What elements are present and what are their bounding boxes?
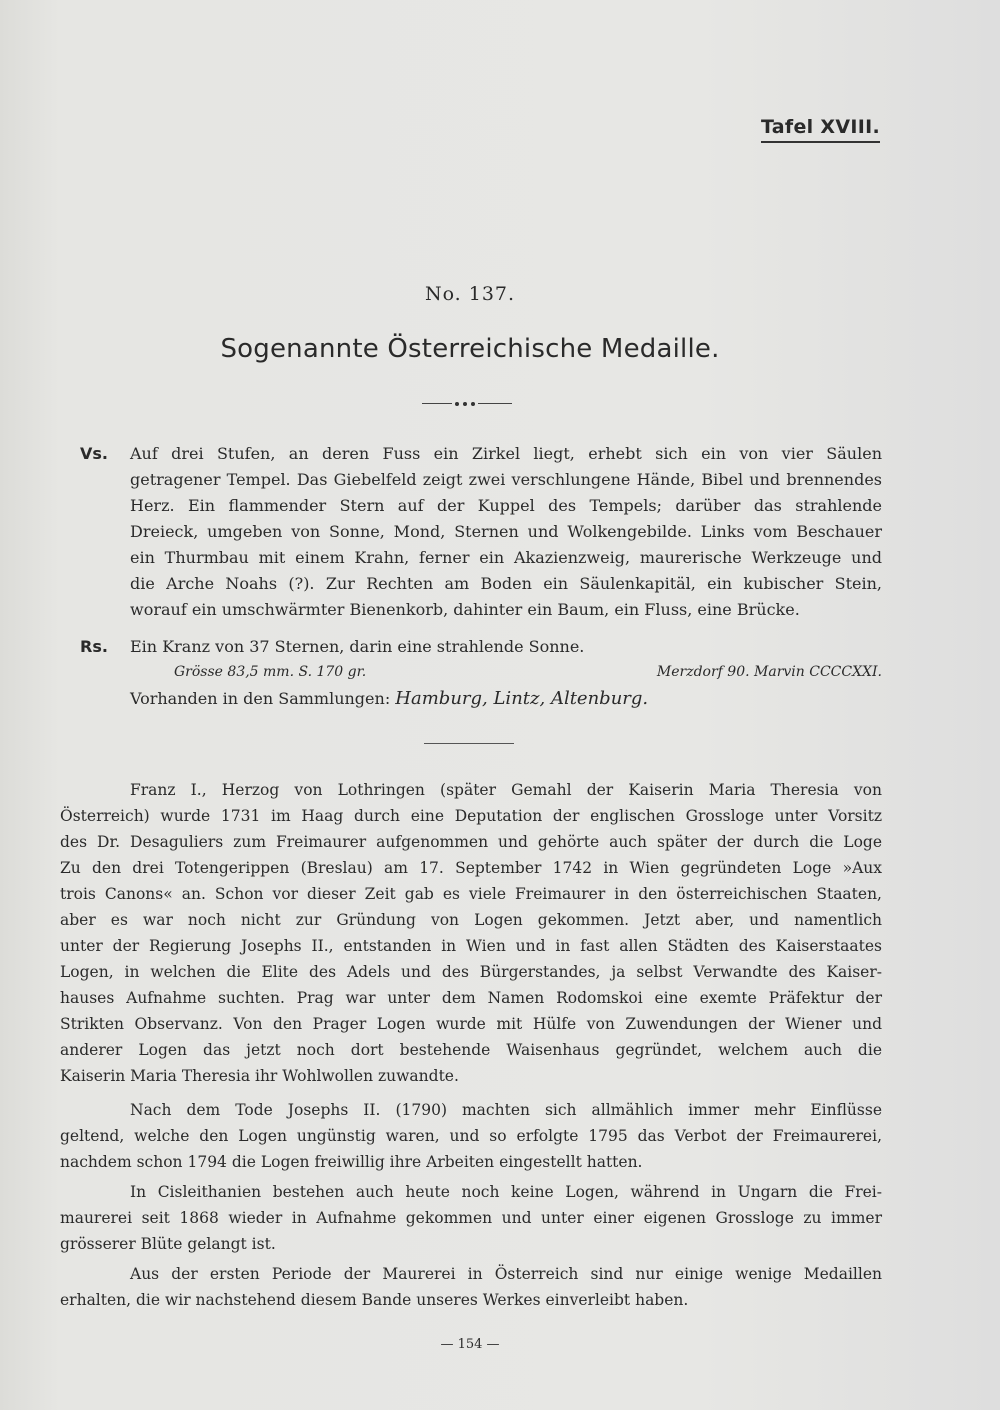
- body-line: trois Canons« an. Schon vor dieser Zeit gab es viele Freimaurer in den österreichischen Staaten,: [60, 885, 882, 903]
- body-line: maurerei seit 1868 wieder in Aufnahme gekommen und unter einer eigenen Grossloge zu immer: [60, 1209, 882, 1227]
- body-line: unter der Regierung Josephs II., entstanden in Wien und in fast allen Städten des Kaiserstaates: [60, 937, 882, 955]
- body-line: nachdem schon 1794 die Logen freiwillig ihre Arbeiten eingestellt hatten.: [60, 1153, 643, 1171]
- body-line: Strikten Observanz. Von den Prager Logen wurde mit Hülfe von Zuwendungen der Wiener und: [60, 1015, 882, 1033]
- body-line: geltend, welche den Logen ungünstig waren, und so erfolgte 1795 das Verbot der Freimaurerei,: [60, 1127, 882, 1145]
- obverse-line: Herz. Ein flammender Stern auf der Kuppel des Tempels; darüber das strahlende: [130, 496, 882, 515]
- collections-prefix: Vorhanden in den Sammlungen:: [130, 689, 391, 708]
- reverse-label: Rs.: [80, 637, 108, 656]
- obverse-line: die Arche Noahs (?). Zur Rechten am Boden ein Säulenkapitäl, ein kubischer Stein,: [130, 574, 882, 593]
- body-line: des Dr. Desaguliers zum Freimaurer aufgenommen und gehörte auch später der durch die Loge: [60, 833, 882, 851]
- obverse-label: Vs.: [80, 444, 108, 463]
- section-divider: [424, 743, 514, 744]
- body-line: erhalten, die wir nachstehend diesem Bande unseres Werkes einverleibt haben.: [60, 1291, 689, 1309]
- body-line: Franz I., Herzog von Lothringen (später Gemahl der Kaiserin Maria Theresia von: [130, 781, 882, 799]
- obverse-line: Auf drei Stufen, an deren Fuss ein Zirkel liegt, erhebt sich ein von vier Säulen: [130, 444, 882, 463]
- size-info: Grösse 83,5 mm. S. 170 gr.: [174, 664, 367, 680]
- body-line: Österreich) wurde 1731 im Haag durch eine Deputation der englischen Grossloge unter Vorsitz: [60, 807, 882, 825]
- body-line: Nach dem Tode Josephs II. (1790) machten sich allmählich immer mehr Einflüsse: [130, 1101, 882, 1119]
- title-ornament: [422, 401, 512, 407]
- body-line: Logen, in welchen die Elite des Adels und des Bürgerstandes, ja selbst Verwandte des Kaiser-: [60, 963, 882, 981]
- plate-number: Tafel XVIII.: [761, 116, 880, 143]
- entry-title: Sogenannte Österreichische Medaille.: [220, 334, 720, 364]
- collections-line: [130, 688, 648, 709]
- body-line: Aus der ersten Periode der Maurerei in Österreich sind nur einige wenige Medaillen: [130, 1265, 882, 1283]
- body-line: hauses Aufnahme suchten. Prag war unter dem Namen Rodomskoi eine exemte Präfektur der: [60, 989, 882, 1007]
- body-line: Zu den drei Totengerippen (Breslau) am 17. September 1742 in Wien gegründeten Loge »Aux: [60, 859, 882, 877]
- collections-cities: Hamburg, Lintz, Altenburg.: [395, 688, 649, 709]
- body-line: grösserer Blüte gelangt ist.: [60, 1235, 276, 1253]
- body-line: anderer Logen das jetzt noch dort bestehende Waisenhaus gegründet, welchem auch die: [60, 1041, 882, 1059]
- obverse-line: getragener Tempel. Das Giebelfeld zeigt zwei verschlungene Hände, Bibel und brennendes: [130, 470, 882, 489]
- references: Merzdorf 90. Marvin CCCCXXI.: [656, 664, 882, 680]
- reverse-text: Ein Kranz von 37 Sternen, darin eine strahlende Sonne.: [130, 637, 585, 656]
- page-number: — 154 —: [440, 1337, 500, 1352]
- body-line: In Cisleithanien bestehen auch heute noch keine Logen, während in Ungarn die Frei-: [130, 1183, 882, 1201]
- obverse-line: ein Thurmbau mit einem Krahn, ferner ein Akazienzweig, maurerische Werkzeuge und: [130, 548, 882, 567]
- body-line: aber es war noch nicht zur Gründung von Logen gekommen. Jetzt aber, und namentlich: [60, 911, 882, 929]
- body-line: Kaiserin Maria Theresia ihr Wohlwollen zuwandte.: [60, 1067, 459, 1085]
- entry-number: No. 137.: [424, 283, 516, 305]
- obverse-line: Dreieck, umgeben von Sonne, Mond, Sternen und Wolkengebilde. Links vom Beschauer: [130, 522, 882, 541]
- obverse-line: worauf ein umschwärmter Bienenkorb, dahinter ein Baum, ein Fluss, eine Brücke.: [130, 600, 800, 619]
